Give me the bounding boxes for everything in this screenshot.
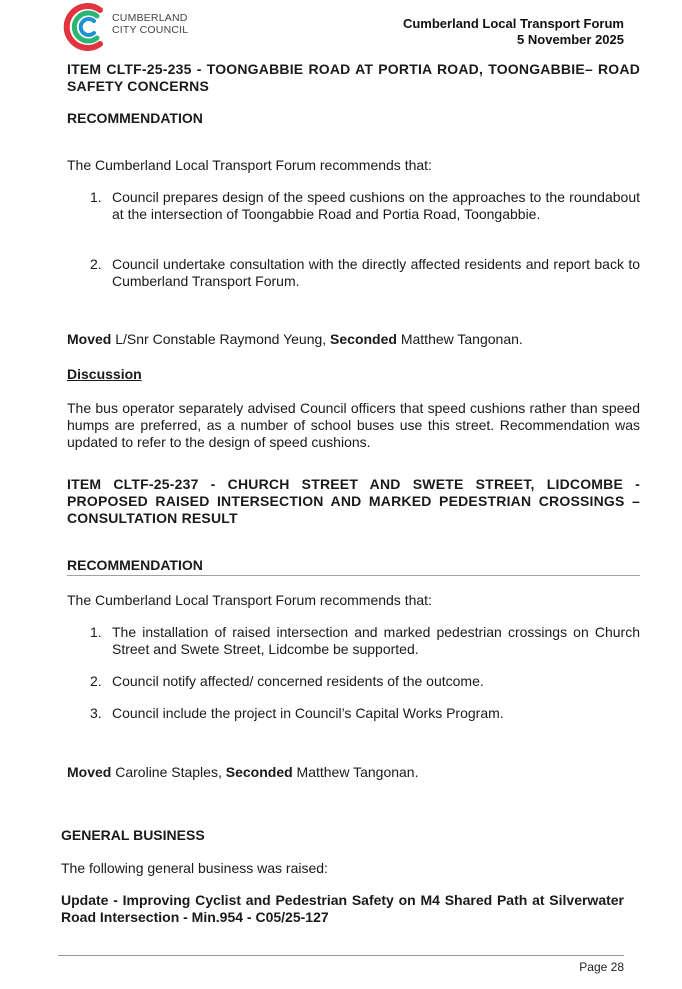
council-name-line2: CITY COUNCIL	[112, 24, 189, 36]
page-number: Page 28	[579, 960, 624, 974]
moved-name: Caroline Staples,	[111, 764, 226, 780]
item2-intro: The Cumberland Local Transport Forum recommends that:	[67, 592, 432, 608]
list-number: 2.	[90, 256, 102, 272]
item2-title: ITEM CLTF-25-237 - CHURCH STREET AND SWETE STREET, LIDCOMBE - PROPOSED RAISED INTERSECTION AND MARKED PEDESTRIAN CROSSINGS – CONSULTATION RESULT	[67, 476, 640, 526]
council-logo-icon	[62, 2, 112, 52]
general-business-intro: The following general business was raised:	[61, 860, 328, 876]
item2-recommendation-heading: RECOMMENDATION	[67, 557, 203, 573]
list-text: The installation of raised intersection and marked pedestrian crossings on Church Street and Swete Street, Lidcombe be supported.	[112, 624, 640, 657]
list-text: Council notify affected/ concerned residents of the outcome.	[112, 673, 484, 689]
council-name-line1: CUMBERLAND	[112, 12, 188, 24]
seconded-name: Matthew Tangonan.	[396, 331, 523, 347]
general-business-update-title: Update - Improving Cyclist and Pedestrian Safety on M4 Shared Path at Silverwater Road Intersection - Min.954 - C05/25-127	[61, 892, 624, 925]
item2-list-item-1	[90, 624, 640, 658]
discussion-heading: Discussion	[67, 366, 142, 382]
seconded-label: Seconded	[225, 764, 293, 780]
item1-list-item-2	[90, 256, 640, 290]
list-text: Council undertake consultation with the directly affected residents and report back to Cumberland Transport Forum.	[112, 256, 640, 289]
meeting-date: 5 November 2025	[517, 32, 624, 47]
list-text: Council prepares design of the speed cushions on the approaches to the roundabout at the intersection of Toongabbie Road and Portia Road, Toongabbie.	[112, 189, 640, 222]
list-number: 1.	[90, 189, 102, 205]
moved-label: Moved	[67, 764, 112, 780]
item2-list-item-3	[90, 705, 640, 722]
list-number: 2.	[90, 673, 102, 689]
moved-label: Moved	[67, 331, 112, 347]
item1-intro: The Cumberland Local Transport Forum recommends that:	[67, 157, 432, 173]
moved-name: L/Snr Constable Raymond Yeung,	[111, 331, 331, 347]
section-divider	[67, 575, 640, 576]
general-business-heading: GENERAL BUSINESS	[61, 827, 205, 843]
item2-moved-line	[67, 764, 640, 781]
forum-name: Cumberland Local Transport Forum	[402, 16, 624, 31]
item2-list-item-2	[90, 673, 640, 690]
discussion-text: The bus operator separately advised Council officers that speed cushions rather than speed humps are preferred, as a number of school buses use this street. Recommendation was updated to refer to the design of speed cushions.	[67, 400, 640, 450]
item1-list-item-1	[90, 189, 640, 240]
council-name	[112, 12, 188, 36]
list-text: Council include the project in Council’s Capital Works Program.	[112, 705, 504, 721]
item1-title: ITEM CLTF-25-235 - TOONGABBIE ROAD AT PORTIA ROAD, TOONGABBIE– ROAD SAFETY CONCERNS	[67, 61, 640, 94]
seconded-name: Matthew Tangonan.	[292, 764, 419, 780]
list-number: 1.	[90, 624, 102, 640]
item1-moved-line	[67, 331, 640, 348]
footer-divider	[58, 955, 624, 956]
item1-recommendation-heading: RECOMMENDATION	[67, 110, 203, 126]
document-header	[403, 16, 624, 48]
list-number: 3.	[90, 705, 102, 721]
seconded-label: Seconded	[330, 331, 397, 347]
